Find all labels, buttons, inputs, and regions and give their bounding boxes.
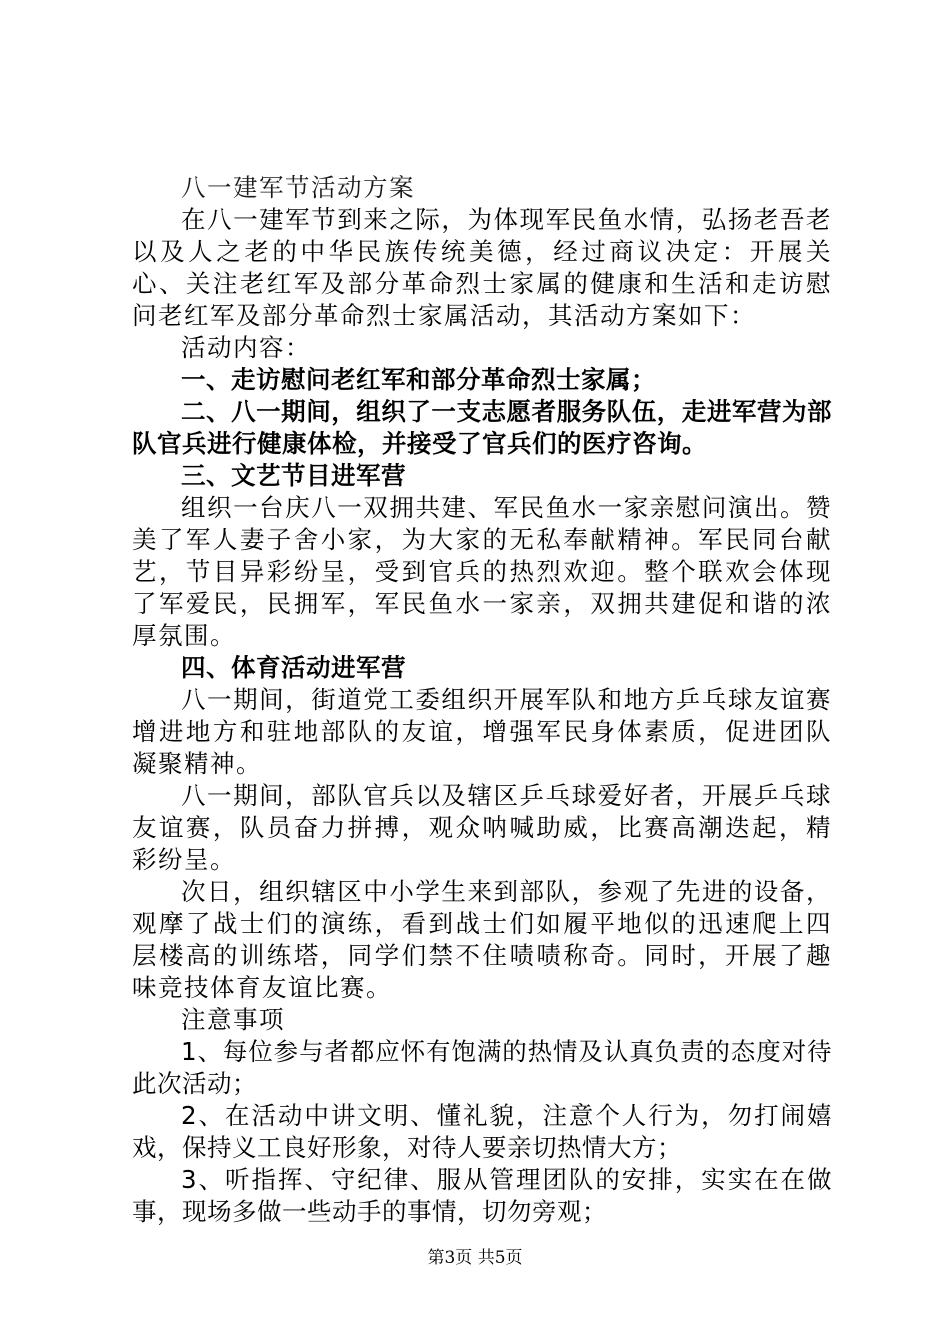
note-item-2: 2、在活动中讲文明、懂礼貌，注意个人行为，勿打闹嬉戏，保持义工良好形象，对待人要亲切热情大方； (132, 1101, 832, 1162)
section-heading-notes: 注意事项 (181, 1005, 285, 1034)
activity-item-3-body: 组织一台庆八一双拥共建、军民鱼水一家亲慰问演出。赞美了军人妻子舍小家，为大家的无私奉献精神。军民同台献艺，节目异彩纷呈，受到官兵的热烈欢迎。整个联欢会体现了军爱民，民拥军，军民鱼水一家亲，双拥共建促和谐的浓厚氛围。 (132, 493, 832, 650)
note-item-3: 3、听指挥、守纪律、服从管理团队的安排，实实在在做事，现场多做一些动手的事情，切勿旁观； (132, 1165, 832, 1226)
document-title: 八一建军节活动方案 (181, 173, 415, 202)
activity-item-1: 一、走访慰问老红军和部分革命烈士家属； (181, 365, 656, 394)
activity-item-4-body-1: 八一期间，街道党工委组织开展军队和地方乒乓球友谊赛增进地方和驻地部队的友谊，增强军民身体素质，促进团队凝聚精神。 (132, 685, 832, 778)
page-footer (0, 1243, 950, 1268)
activity-item-4-body-3: 次日，组织辖区中小学生来到部队，参观了先进的设备，观摩了战士们的演练，看到战士们如履平地似的迅速爬上四层楼高的训练塔，同学们禁不住啧啧称奇。同时，开展了趣味竞技体育友谊比赛。 (132, 877, 832, 1002)
activity-item-4-body-2: 八一期间，部队官兵以及辖区乒乓球爱好者，开展乒乓球友谊赛，队员奋力拼搏，观众呐喊助威，比赛高潮迭起，精彩纷呈。 (132, 781, 832, 874)
section-heading-activity-content: 活动内容： (181, 333, 311, 362)
note-item-1: 1、每位参与者都应怀有饱满的热情及认真负责的态度对待此次活动； (132, 1037, 832, 1098)
intro-paragraph: 在八一建军节到来之际，为体现军民鱼水情，弘扬老吾老以及人之老的中华民族传统美德，经过商议决定：开展关心、关注老红军及部分革命烈士家属的健康和生活和走访慰问老红军及部分革命烈士家属活动，其活动方案如下： (132, 205, 832, 330)
activity-item-2: 二、八一期间，组织了一支志愿者服务队伍，走进军营为部队官兵进行健康体检，并接受了官兵们的医疗咨询。 (132, 397, 832, 458)
document-body (132, 172, 832, 1228)
page-number-label: 第3页 共5页 (427, 1248, 523, 1268)
activity-item-3-heading: 三、文艺节目进军营 (181, 461, 406, 490)
activity-item-4-heading: 四、体育活动进军营 (181, 653, 406, 682)
